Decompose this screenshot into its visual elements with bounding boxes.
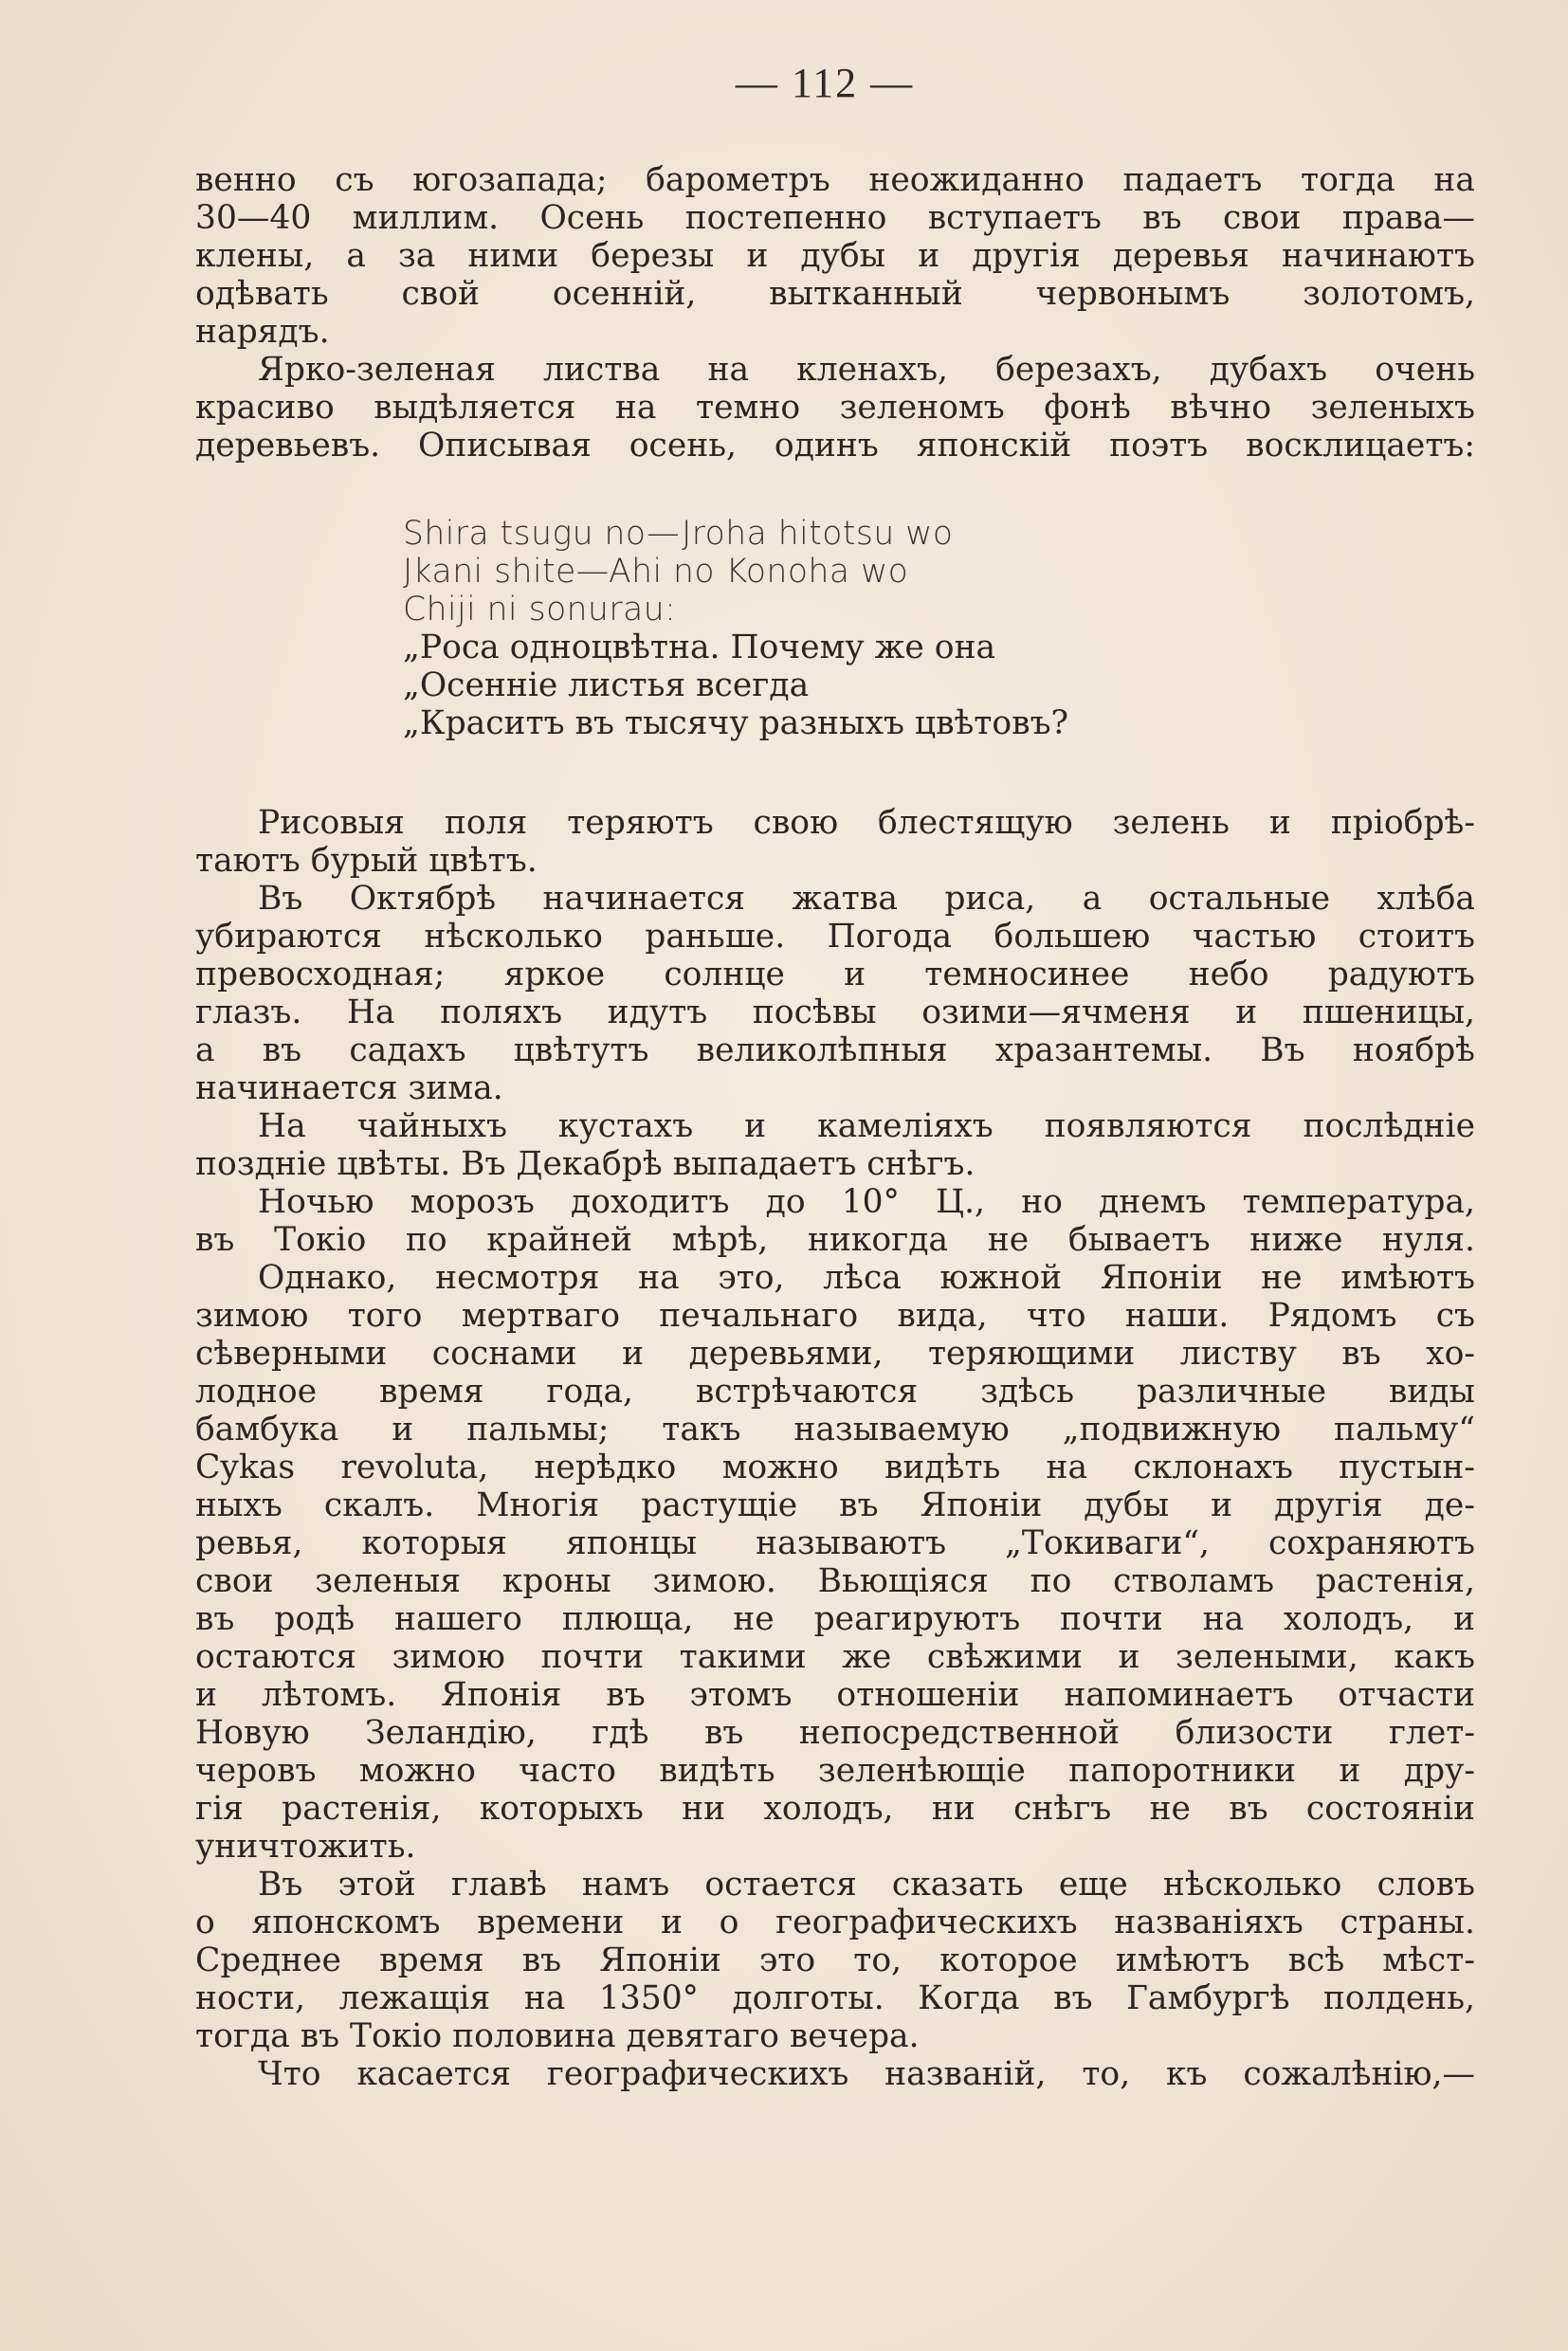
text-line: уничтожить.: [195, 1828, 416, 1866]
text-line: Въ этой главѣ намъ остается сказать еще нѣсколько словъ: [258, 1866, 1475, 1904]
text-block-top: [195, 161, 1475, 465]
text-line: лодное время года, встрѣчаются здѣсь различные виды: [195, 1373, 1475, 1411]
poem-line: „Осенніе листья всегда: [403, 666, 810, 704]
text-line: гія растенія, которыхъ ни холодъ, ни снѣгъ не въ состояніи: [195, 1790, 1475, 1828]
text-line: ревья, которыя японцы называютъ „Токиваги“, сохраняютъ: [195, 1524, 1475, 1562]
text-line: Рисовыя поля теряютъ свою блестящую зелень и пріобрѣ-: [258, 804, 1475, 842]
text-line: и лѣтомъ. Японія въ этомъ отношеніи напоминаетъ отчасти: [195, 1676, 1475, 1714]
text-line: о японскомъ времени и о географическихъ названіяхъ страны.: [195, 1904, 1475, 1941]
text-line: красиво выдѣляется на темно зеленомъ фонѣ вѣчно зеленыхъ: [195, 389, 1475, 427]
text-line: убираются нѣсколько раньше. Погода большею частью стоитъ: [195, 918, 1475, 956]
text-line: въ Токіо по крайней мѣрѣ, никогда не бываетъ ниже нуля.: [195, 1221, 1475, 1259]
text-line: черовъ можно часто видѣть зеленѣющіе папоротники и дру-: [195, 1752, 1475, 1790]
text-line: Ночью морозъ доходитъ до 10° Ц., но днемъ температура,: [258, 1183, 1475, 1221]
text-line: начинается зима.: [195, 1069, 503, 1107]
poem-line: „Роса одноцвѣтна. Почему же она: [403, 629, 996, 666]
text-line: глазъ. На поляхъ идутъ посѣвы озими—ячменя и пшеницы,: [195, 993, 1475, 1031]
poem-block: [403, 515, 1068, 742]
text-line: превосходная; яркое солнце и темносинее небо радуютъ: [195, 956, 1475, 993]
poem-line: Shira tsugu no—Jroha hitotsu wo: [403, 515, 954, 553]
text-line: одѣвать свой осенній, вытканный червонымъ золотомъ,: [195, 275, 1475, 313]
text-line: остаются зимою почти такими же свѣжими и зелеными, какъ: [195, 1638, 1475, 1676]
text-line: клены, а за ними березы и дубы и другія деревья начинаютъ: [195, 237, 1475, 275]
text-line: бамбука и пальмы; такъ называемую „подвижную пальму“: [195, 1411, 1475, 1449]
text-line: ности, лежащія на 1350° долготы. Когда въ Гамбургѣ полдень,: [195, 1979, 1475, 2017]
text-line: таютъ бурый цвѣтъ.: [195, 842, 538, 880]
text-line: сѣверными соснами и деревьями, теряющими листву въ хо-: [195, 1335, 1475, 1373]
text-line: Cykas revoluta, нерѣдко можно видѣть на склонахъ пустын-: [195, 1449, 1475, 1486]
text-line: нарядъ.: [195, 313, 330, 351]
text-line: 30—40 миллим. Осень постепенно вступаетъ въ свои права—: [195, 199, 1475, 237]
poem-line: „Краситъ въ тысячу разныхъ цвѣтовъ?: [403, 704, 1069, 742]
text-line: зимою того мертваго печальнаго вида, что наши. Рядомъ съ: [195, 1297, 1475, 1335]
text-line: въ родѣ нашего плюща, не реагируютъ почти на холодъ, и: [195, 1600, 1475, 1638]
text-line: свои зеленыя кроны зимою. Вьющіяся по стволамъ растенія,: [195, 1562, 1475, 1600]
text-line: ныхъ скалъ. Многія растущіе въ Японіи дубы и другія де-: [195, 1486, 1475, 1524]
text-line: Ярко-зеленая листва на кленахъ, березахъ, дубахъ очень: [258, 351, 1475, 389]
text-line: Въ Октябрѣ начинается жатва риса, а остальные хлѣба: [258, 880, 1475, 918]
text-line: На чайныхъ кустахъ и камеліяхъ появляются послѣдніе: [258, 1107, 1475, 1145]
text-line: Новую Зеландію, гдѣ въ непосредственной близости глет-: [195, 1714, 1475, 1752]
text-line: Однако, несмотря на это, лѣса южной Японіи не имѣютъ: [258, 1259, 1475, 1297]
text-line: Что касается географическихъ названій, то, къ сожалѣнію,—: [258, 2055, 1475, 2093]
text-line: Среднее время въ Японіи это то, которое имѣютъ всѣ мѣст-: [195, 1941, 1475, 1979]
text-line: тогда въ Токіо половина девятаго вечера.: [195, 2017, 920, 2055]
text-line: деревьевъ. Описывая осень, одинъ японскій поэтъ восклицаетъ:: [195, 427, 1475, 465]
text-line: а въ садахъ цвѣтутъ великолѣпныя хразантемы. Въ ноябрѣ: [195, 1031, 1475, 1069]
text-line: поздніе цвѣты. Въ Декабрѣ выпадаетъ снѣгъ.: [195, 1145, 975, 1183]
poem-line: Chiji ni sonurau:: [403, 591, 677, 629]
text-block-bottom: [195, 804, 1475, 2093]
poem-line: Jkani shite—Ahi no Konoha wo: [403, 553, 909, 591]
page-number: — 112 —: [735, 60, 915, 106]
text-line: венно съ югозапада; барометръ неожиданно падаетъ тогда на: [195, 161, 1475, 199]
